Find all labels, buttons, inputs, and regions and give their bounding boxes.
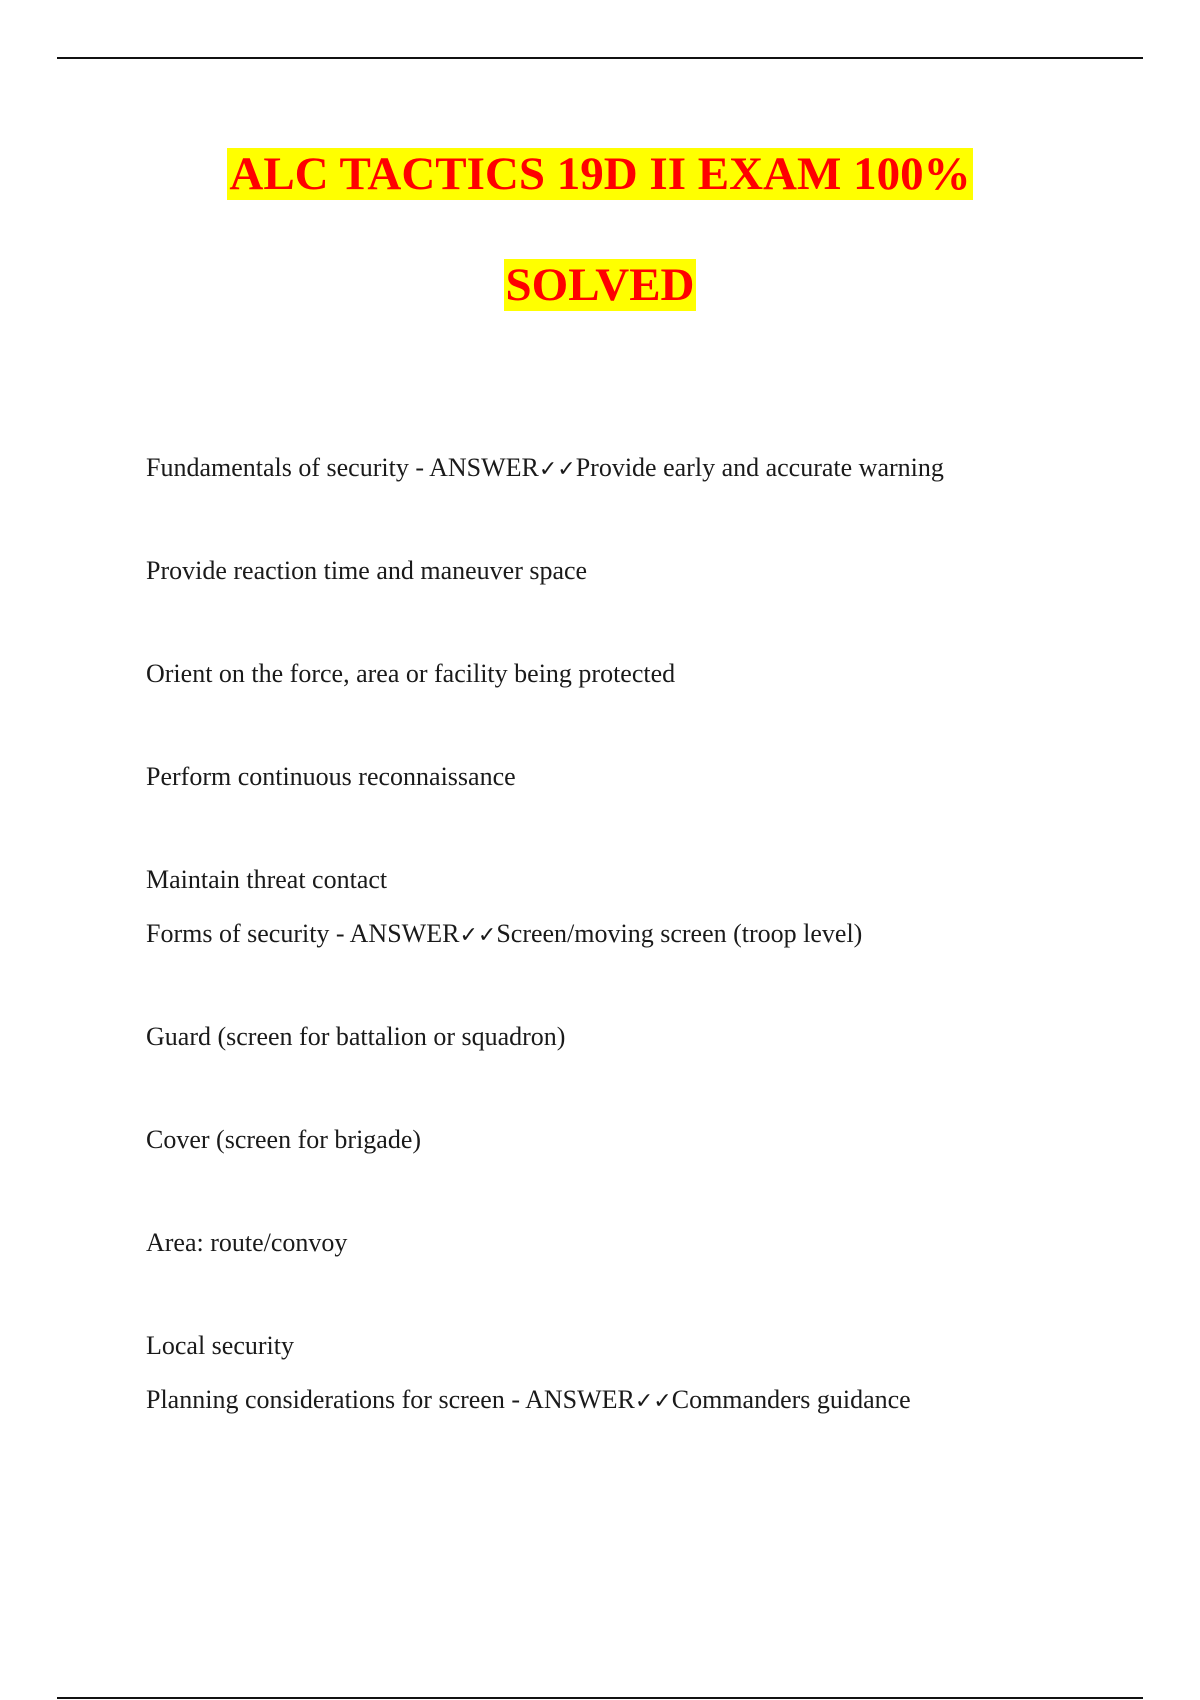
answer-label: ANSWER [429, 453, 539, 482]
qa-entry-fundamentals [146, 452, 944, 486]
answer-label: ANSWER [525, 1385, 635, 1414]
list-item: Maintain threat contact [146, 865, 388, 894]
title-highlight-1: ALC TACTICS 19D II EXAM 100% [229, 148, 971, 200]
list-item: Area: route/convoy [146, 1228, 348, 1257]
qa-entry-forms [146, 918, 862, 952]
answer-text: Commanders guidance [671, 1385, 911, 1414]
double-checkmark-icon: ✓✓ [538, 457, 576, 482]
answer-label: ANSWER [349, 919, 460, 948]
question-text: Planning considerations for screen - [146, 1385, 526, 1414]
list-item: Provide reaction time and maneuver space [146, 556, 588, 585]
title-highlight-2: SOLVED [505, 259, 695, 311]
list-item: Guard (screen for battalion or squadron) [146, 1022, 566, 1051]
list-item: Local security [146, 1331, 294, 1360]
double-checkmark-icon: ✓✓ [634, 1389, 672, 1414]
double-checkmark-icon: ✓✓ [459, 923, 497, 948]
document-title-line-2 [0, 257, 1200, 313]
list-item: Cover (screen for brigade) [146, 1125, 422, 1154]
top-divider [57, 57, 1143, 59]
bottom-divider [57, 1697, 1143, 1699]
qa-entry-planning [146, 1384, 911, 1418]
answer-text: Provide early and accurate warning [575, 453, 944, 482]
list-item: Perform continuous reconnaissance [146, 762, 516, 791]
document-title-line-1 [0, 146, 1200, 202]
question-text: Forms of security - [146, 919, 350, 948]
list-item: Orient on the force, area or facility being protected [146, 659, 676, 688]
answer-text: Screen/moving screen (troop level) [496, 919, 863, 948]
question-text: Fundamentals of security - [146, 453, 430, 482]
